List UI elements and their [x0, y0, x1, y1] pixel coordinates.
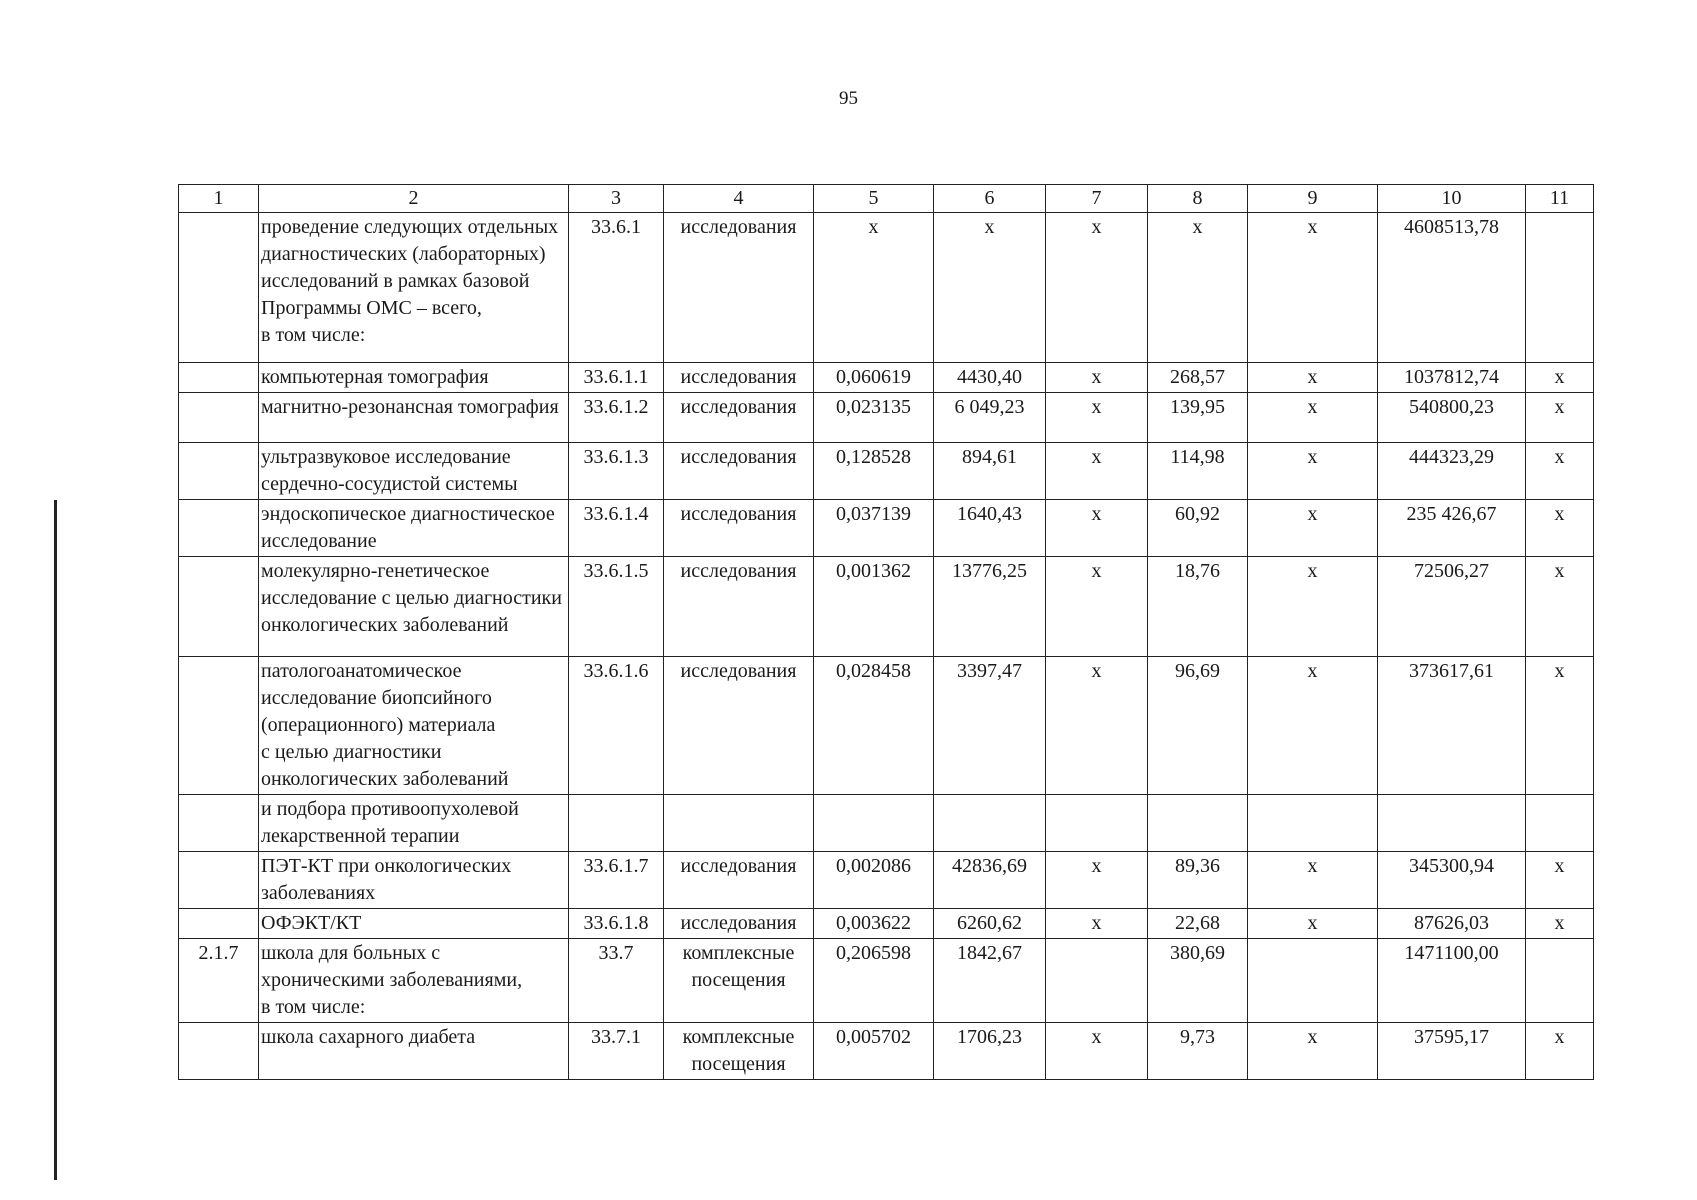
table-cell-c8 — [1148, 443, 1248, 500]
cell-text: исследования — [680, 446, 797, 468]
table-cell-c2 — [259, 363, 569, 393]
cell-text: 33.6.1.7 — [583, 855, 649, 877]
table-cell-c9 — [1248, 393, 1378, 443]
table-cell-c9 — [1248, 909, 1378, 939]
table-cell-c1 — [179, 939, 259, 1023]
table-cell-c1 — [179, 213, 259, 363]
table-cell-c1 — [179, 393, 259, 443]
cell-text: исследования — [680, 560, 797, 582]
table-cell-c7 — [1046, 443, 1148, 500]
cell-text: 0,037139 — [836, 503, 911, 525]
table-cell-c4 — [664, 909, 814, 939]
table-cell-c6 — [934, 1023, 1046, 1080]
cell-text: х — [1307, 660, 1318, 682]
cell-text: молекулярно-генетическое исследование с целью диагностики онкологических заболеваний — [261, 560, 562, 636]
table-cell-c9 — [1248, 939, 1378, 1023]
table-cell-c10 — [1378, 852, 1526, 909]
table-cell-c2 — [259, 500, 569, 557]
table-cell-c11 — [1526, 393, 1594, 443]
cell-text: х — [1091, 366, 1102, 388]
table-row — [179, 393, 1594, 443]
cell-text: проведение следующих отдельных диагностических (лабораторных) исследований в рамках базовой Программы ОМС – всего, в том числе: — [261, 216, 559, 346]
table-cell-c2 — [259, 909, 569, 939]
header-cell-col-6: 6 — [934, 185, 1046, 213]
table-row — [179, 557, 1594, 657]
table-cell-c3 — [569, 213, 664, 363]
table-cell-c11 — [1526, 500, 1594, 557]
table-cell-c10 — [1378, 500, 1526, 557]
table-cell-c10 — [1378, 795, 1526, 852]
cell-text: 6260,62 — [957, 912, 1022, 934]
cell-text: 33.7.1 — [591, 1026, 641, 1048]
cell-text: исследования — [680, 912, 797, 934]
table-cell-c3 — [569, 557, 664, 657]
table-cell-c9 — [1248, 443, 1378, 500]
header-cell-col-3: 3 — [569, 185, 664, 213]
cell-text: 0,023135 — [836, 396, 911, 418]
cell-text: школа сахарного диабета — [261, 1026, 476, 1048]
cell-text: 9,73 — [1180, 1026, 1215, 1048]
cell-text: х — [1554, 503, 1565, 525]
cell-text: 0,003622 — [836, 912, 911, 934]
cell-text: 42836,69 — [952, 855, 1027, 877]
table-row — [179, 795, 1594, 852]
table-cell-c7 — [1046, 557, 1148, 657]
table-cell-c10 — [1378, 393, 1526, 443]
cell-text: 33.6.1.3 — [583, 446, 649, 468]
table-cell-c8 — [1148, 1023, 1248, 1080]
table-cell-c2 — [259, 939, 569, 1023]
cell-text: 33.6.1.2 — [583, 396, 649, 418]
table-cell-c9 — [1248, 1023, 1378, 1080]
table-cell-c4 — [664, 939, 814, 1023]
table-cell-c5 — [814, 1023, 934, 1080]
cell-text: 1842,67 — [957, 942, 1022, 964]
cell-text: 96,69 — [1175, 660, 1220, 682]
table-row — [179, 852, 1594, 909]
table-cell-c10 — [1378, 939, 1526, 1023]
header-cell-col-5: 5 — [814, 185, 934, 213]
cell-text: 87626,03 — [1414, 912, 1489, 934]
table-cell-c8 — [1148, 657, 1248, 795]
table-cell-c2 — [259, 557, 569, 657]
scan-margin-line — [54, 500, 57, 1180]
table-cell-c2 — [259, 795, 569, 852]
table-cell-c6 — [934, 213, 1046, 363]
cell-text: х — [1307, 560, 1318, 582]
table-cell-c5 — [814, 557, 934, 657]
table-cell-c9 — [1248, 557, 1378, 657]
cell-text: х — [1307, 216, 1318, 238]
cell-text: х — [1307, 855, 1318, 877]
cell-text: исследования — [680, 855, 797, 877]
table-cell-c8 — [1148, 939, 1248, 1023]
table-cell-c11 — [1526, 909, 1594, 939]
table-cell-c10 — [1378, 443, 1526, 500]
cell-text: х — [1091, 396, 1102, 418]
cell-text: 0,028458 — [836, 660, 911, 682]
table-cell-c1 — [179, 363, 259, 393]
table-cell-c1 — [179, 909, 259, 939]
cell-text: исследования — [680, 503, 797, 525]
table-cell-c7 — [1046, 939, 1148, 1023]
table-cell-c5 — [814, 393, 934, 443]
table-cell-c3 — [569, 909, 664, 939]
table-cell-c11 — [1526, 795, 1594, 852]
table-cell-c2 — [259, 393, 569, 443]
table-cell-c8 — [1148, 795, 1248, 852]
table-cell-c4 — [664, 795, 814, 852]
table-cell-c9 — [1248, 363, 1378, 393]
table-cell-c6 — [934, 657, 1046, 795]
cell-text: х — [1554, 446, 1565, 468]
table-cell-c3 — [569, 852, 664, 909]
cell-text: х — [1554, 366, 1565, 388]
table-cell-c3 — [569, 939, 664, 1023]
cell-text: 60,92 — [1175, 503, 1220, 525]
header-cell-col-2: 2 — [259, 185, 569, 213]
table-cell-c8 — [1148, 500, 1248, 557]
table-cell-c4 — [664, 443, 814, 500]
cell-text: 373617,61 — [1409, 660, 1494, 682]
cell-text: х — [1554, 912, 1565, 934]
table-cell-c7 — [1046, 1023, 1148, 1080]
table-cell-c4 — [664, 393, 814, 443]
cell-text: 37595,17 — [1414, 1026, 1489, 1048]
table-cell-c3 — [569, 1023, 664, 1080]
cell-text: 894,61 — [962, 446, 1017, 468]
cell-text: 1037812,74 — [1404, 366, 1499, 388]
cell-text: 33.7 — [598, 942, 634, 964]
table-cell-c3 — [569, 795, 664, 852]
table-cell-c2 — [259, 852, 569, 909]
cell-text: магнитно-резонансная томография — [261, 396, 559, 418]
table-cell-c8 — [1148, 557, 1248, 657]
cell-text: 33.6.1.6 — [583, 660, 649, 682]
cell-text: исследования — [680, 660, 797, 682]
table-cell-c7 — [1046, 213, 1148, 363]
table-row — [179, 1023, 1594, 1080]
cell-text: 33.6.1.4 — [583, 503, 649, 525]
page-number — [0, 88, 1697, 110]
table-cell-c11 — [1526, 1023, 1594, 1080]
table-cell-c11 — [1526, 852, 1594, 909]
table-cell-c6 — [934, 393, 1046, 443]
table-cell-c1 — [179, 657, 259, 795]
table-cell-c3 — [569, 500, 664, 557]
cell-text: патологоанатомическое исследование биопсийного (операционного) материала с целью диагностики онкологических заболеваний — [261, 660, 509, 790]
table-cell-c2 — [259, 1023, 569, 1080]
cell-text: х — [1192, 216, 1203, 238]
table-row — [179, 363, 1594, 393]
cell-text: 1706,23 — [957, 1026, 1022, 1048]
cell-text: 4430,40 — [957, 366, 1022, 388]
table-cell-c9 — [1248, 500, 1378, 557]
header-cell-col-10: 10 — [1378, 185, 1526, 213]
cell-text: 0,002086 — [836, 855, 911, 877]
table-cell-c9 — [1248, 795, 1378, 852]
table-cell-c5 — [814, 657, 934, 795]
cell-text: 235 426,67 — [1406, 503, 1497, 525]
cell-text: 0,005702 — [836, 1026, 911, 1048]
cell-text: 72506,27 — [1414, 560, 1489, 582]
cell-text: х — [984, 216, 995, 238]
table-cell-c5 — [814, 795, 934, 852]
table-cell-c1 — [179, 795, 259, 852]
cell-text: х — [1307, 1026, 1318, 1048]
cell-text: х — [1554, 396, 1565, 418]
table-cell-c8 — [1148, 909, 1248, 939]
cell-text: 0,128528 — [836, 446, 911, 468]
table-cell-c9 — [1248, 852, 1378, 909]
table-cell-c5 — [814, 443, 934, 500]
cell-text: 444323,29 — [1409, 446, 1494, 468]
table-cell-c8 — [1148, 363, 1248, 393]
cell-text: х — [1307, 503, 1318, 525]
cell-text: 22,68 — [1175, 912, 1220, 934]
table-cell-c7 — [1046, 363, 1148, 393]
cell-text: 1471100,00 — [1404, 942, 1499, 964]
header-row — [179, 185, 1594, 213]
cell-text: х — [1091, 560, 1102, 582]
data-table — [178, 184, 1594, 1080]
table-cell-c11 — [1526, 363, 1594, 393]
cell-text: исследования — [680, 216, 797, 238]
cell-text: 33.6.1 — [591, 216, 641, 238]
cell-text: 2.1.7 — [198, 942, 239, 964]
table-cell-c4 — [664, 852, 814, 909]
table-cell-c8 — [1148, 213, 1248, 363]
table-cell-c7 — [1046, 657, 1148, 795]
table-cell-c10 — [1378, 213, 1526, 363]
cell-text: х — [1307, 912, 1318, 934]
cell-text: х — [1091, 446, 1102, 468]
table-cell-c6 — [934, 557, 1046, 657]
table-cell-c5 — [814, 363, 934, 393]
cell-text: 13776,25 — [952, 560, 1027, 582]
data-table-wrapper — [178, 184, 1594, 1080]
table-cell-c6 — [934, 363, 1046, 393]
table-cell-c10 — [1378, 657, 1526, 795]
cell-text: х — [1091, 1026, 1102, 1048]
table-cell-c2 — [259, 213, 569, 363]
table-cell-c9 — [1248, 657, 1378, 795]
header-cell-col-4: 4 — [664, 185, 814, 213]
table-cell-c4 — [664, 363, 814, 393]
table-cell-c10 — [1378, 1023, 1526, 1080]
cell-text: 89,36 — [1175, 855, 1220, 877]
table-cell-c11 — [1526, 213, 1594, 363]
cell-text: х — [1091, 216, 1102, 238]
cell-text: 33.6.1.5 — [583, 560, 649, 582]
table-cell-c4 — [664, 657, 814, 795]
table-cell-c5 — [814, 500, 934, 557]
table-cell-c5 — [814, 213, 934, 363]
cell-text: х — [1307, 396, 1318, 418]
cell-text: компьютерная томография — [261, 366, 489, 388]
cell-text: х — [1091, 912, 1102, 934]
header-cell-col-1: 1 — [179, 185, 259, 213]
table-cell-c2 — [259, 657, 569, 795]
table-cell-c7 — [1046, 500, 1148, 557]
header-cell-col-9: 9 — [1248, 185, 1378, 213]
cell-text: х — [1091, 855, 1102, 877]
header-cell-col-11: 11 — [1526, 185, 1594, 213]
cell-text: х — [1554, 855, 1565, 877]
table-row — [179, 657, 1594, 795]
cell-text: ПЭТ-КТ при онкологических заболеваниях — [261, 855, 512, 904]
cell-text: школа для больных с хроническими заболеваниями, в том числе: — [261, 942, 523, 1018]
table-cell-c7 — [1046, 795, 1148, 852]
cell-text: 6 049,23 — [954, 396, 1025, 418]
cell-text: х — [1307, 446, 1318, 468]
table-cell-c6 — [934, 795, 1046, 852]
cell-text: 380,69 — [1170, 942, 1225, 964]
table-cell-c6 — [934, 443, 1046, 500]
table-cell-c3 — [569, 393, 664, 443]
table-cell-c6 — [934, 939, 1046, 1023]
table-cell-c11 — [1526, 443, 1594, 500]
table-row — [179, 213, 1594, 363]
cell-text: эндоскопическое диагностическое исследование — [261, 503, 555, 552]
cell-text: х — [1307, 366, 1318, 388]
page-number-text: 95 — [839, 88, 858, 109]
table-cell-c5 — [814, 939, 934, 1023]
table-cell-c11 — [1526, 557, 1594, 657]
cell-text: 1640,43 — [957, 503, 1022, 525]
table-row — [179, 443, 1594, 500]
table-cell-c6 — [934, 500, 1046, 557]
cell-text: х — [1554, 560, 1565, 582]
table-cell-c10 — [1378, 363, 1526, 393]
table-cell-c11 — [1526, 939, 1594, 1023]
table-cell-c11 — [1526, 657, 1594, 795]
cell-text: 540800,23 — [1409, 396, 1494, 418]
table-cell-c10 — [1378, 909, 1526, 939]
cell-text: 0,206598 — [836, 942, 911, 964]
table-cell-c8 — [1148, 852, 1248, 909]
table-cell-c8 — [1148, 393, 1248, 443]
cell-text: 0,001362 — [836, 560, 911, 582]
cell-text: и подбора противоопухолевой лекарственной терапии — [261, 798, 519, 847]
cell-text: комплексные посещения — [682, 942, 795, 991]
table-body — [179, 185, 1594, 1080]
table-row — [179, 909, 1594, 939]
table-cell-c6 — [934, 852, 1046, 909]
table-cell-c2 — [259, 443, 569, 500]
table-cell-c5 — [814, 909, 934, 939]
table-cell-c7 — [1046, 852, 1148, 909]
table-cell-c1 — [179, 557, 259, 657]
cell-text: исследования — [680, 396, 797, 418]
cell-text: 114,98 — [1170, 446, 1225, 468]
cell-text: х — [1091, 503, 1102, 525]
table-cell-c3 — [569, 657, 664, 795]
cell-text: ОФЭКТ/КТ — [261, 912, 362, 934]
cell-text: 4608513,78 — [1404, 216, 1499, 238]
table-cell-c4 — [664, 500, 814, 557]
header-cell-col-8: 8 — [1148, 185, 1248, 213]
cell-text: х — [1554, 660, 1565, 682]
cell-text: 18,76 — [1175, 560, 1220, 582]
cell-text: комплексные посещения — [682, 1026, 795, 1075]
table-cell-c7 — [1046, 909, 1148, 939]
table-cell-c6 — [934, 909, 1046, 939]
cell-text: х — [868, 216, 879, 238]
cell-text: ультразвуковое исследование сердечно-сосудистой системы — [261, 446, 518, 495]
cell-text: х — [1554, 1026, 1565, 1048]
table-cell-c4 — [664, 557, 814, 657]
cell-text: 268,57 — [1170, 366, 1225, 388]
table-cell-c4 — [664, 213, 814, 363]
table-cell-c7 — [1046, 393, 1148, 443]
table-cell-c1 — [179, 500, 259, 557]
table-cell-c1 — [179, 443, 259, 500]
table-cell-c1 — [179, 1023, 259, 1080]
cell-text: 3397,47 — [957, 660, 1022, 682]
table-cell-c3 — [569, 443, 664, 500]
table-row — [179, 500, 1594, 557]
table-cell-c9 — [1248, 213, 1378, 363]
table-cell-c5 — [814, 852, 934, 909]
header-cell-col-7: 7 — [1046, 185, 1148, 213]
cell-text: 33.6.1.1 — [583, 366, 649, 388]
table-cell-c4 — [664, 1023, 814, 1080]
cell-text: 139,95 — [1170, 396, 1225, 418]
cell-text: х — [1091, 660, 1102, 682]
cell-text: 345300,94 — [1409, 855, 1494, 877]
table-row — [179, 939, 1594, 1023]
table-cell-c3 — [569, 363, 664, 393]
cell-text: исследования — [680, 366, 797, 388]
cell-text: 0,060619 — [836, 366, 911, 388]
table-cell-c10 — [1378, 557, 1526, 657]
cell-text: 33.6.1.8 — [583, 912, 649, 934]
table-cell-c1 — [179, 852, 259, 909]
